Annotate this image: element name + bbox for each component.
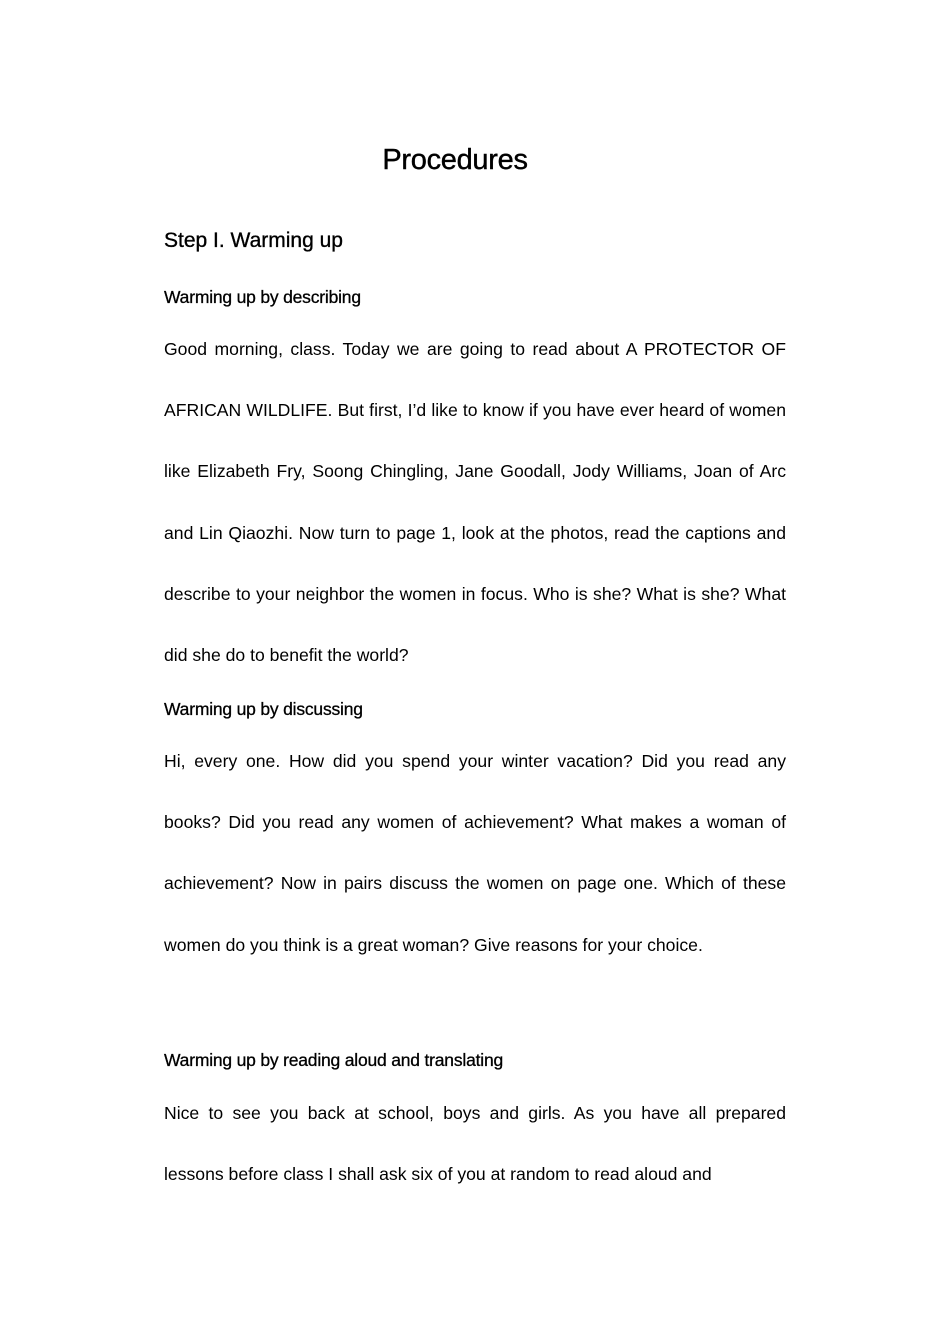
- section-body-discussing: Hi, every one. How did you spend your winter vacation? Did you read any books? Did you read any women of achievement? What makes a woman of achievement? Now in pairs discuss the women on page one. Which of these women do you think is a great woman? Give reasons for your choice.: [164, 751, 786, 955]
- section-heading-discussing: Warming up by discussing: [164, 699, 363, 719]
- section-heading-describing: Warming up by describing: [164, 287, 361, 307]
- section-body-reading-aloud: Nice to see you back at school, boys and girls. As you have all prepared lessons before class I shall ask six of you at random to read aloud and: [164, 1103, 786, 1185]
- document-title: Procedures: [382, 144, 528, 176]
- section-heading-reading-aloud: Warming up by reading aloud and translating: [164, 1050, 504, 1070]
- section-body-describing: Good morning, class. Today we are going to read about A PROTECTOR OF AFRICAN WILDLIFE. But first, I’d like to know if you have ever heard of women like Elizabeth Fry, Soong Chingling, Jane Goodall, Jody Williams, Joan of Arc and Lin Qiaozhi. Now turn to page 1, look at the photos, read the captions and describe to your neighbor the women in focus. Who is she? What is she? What did she do to benefit the world?: [164, 339, 786, 666]
- step-heading: Step I. Warming up: [164, 229, 343, 252]
